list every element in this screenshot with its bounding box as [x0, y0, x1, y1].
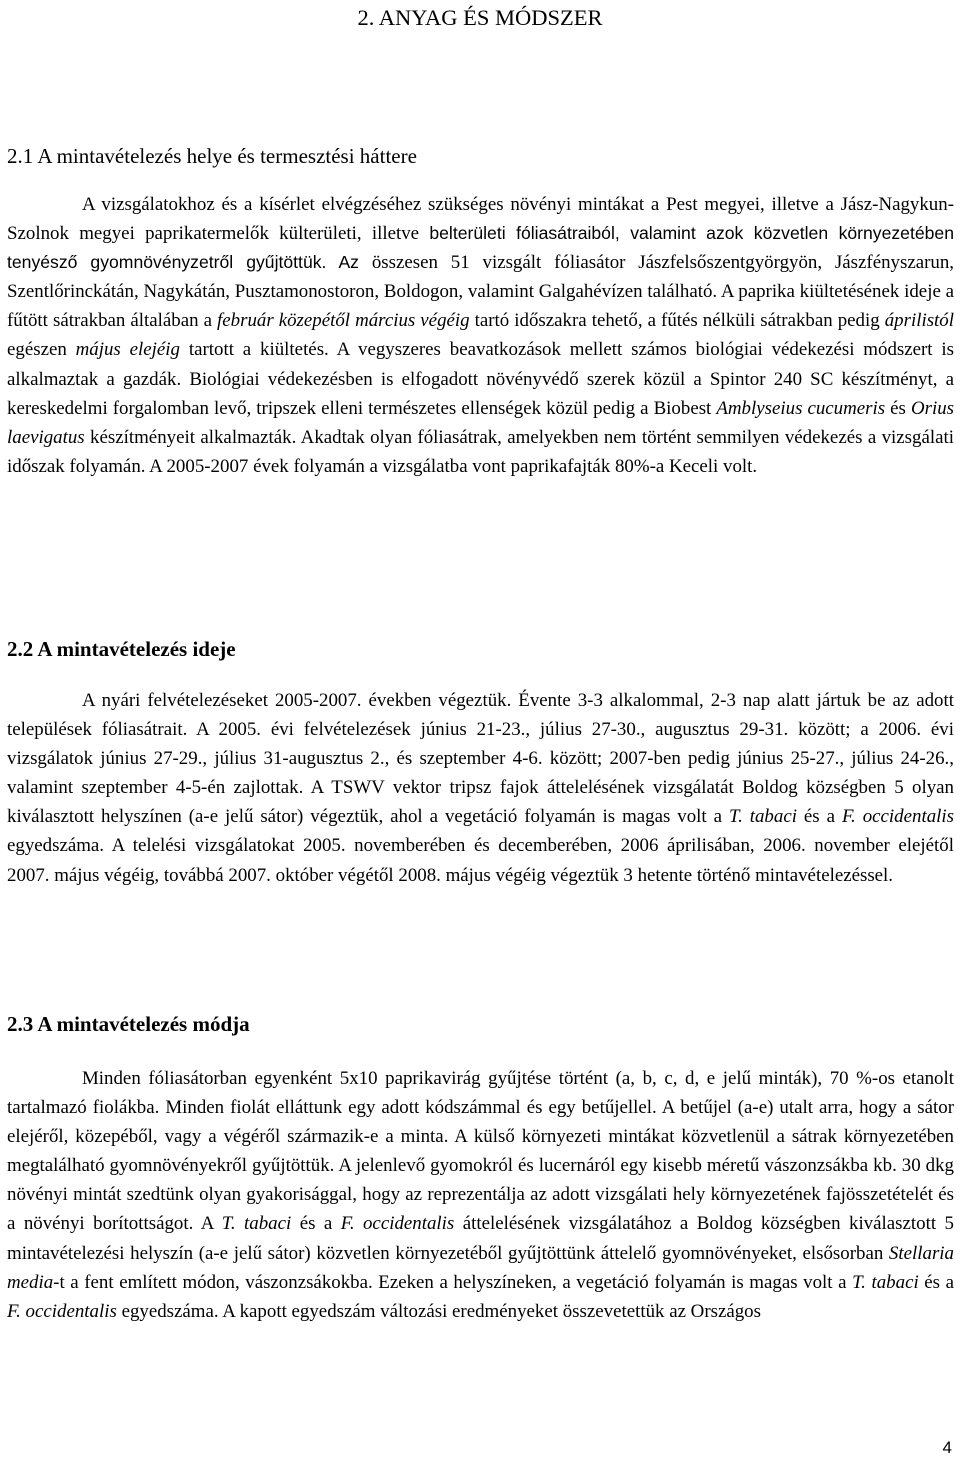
- section-heading-2-1: 2.1 A mintavételezés helye és termesztési háttere: [7, 144, 417, 168]
- text-run-sans: belterületi fóliasátraiból, valamint azok közvetlen környezetében tenyésző gyomnövényzetről gyűjtöttük. Az: [7, 223, 954, 273]
- text-run: összesen 51 vizsgált fóliasátor Jászfelsőszentgyörgyön, Jászfényszarun, Szentlőrinckátán, Nagykátán, Pusztamonostoron, Boldogon, valamint Galgahévízen található. A paprika kiültetésének ideje a fűtött sátrakban általában a: [7, 252, 954, 332]
- chapter-title: 2. ANYAG ÉS MÓDSZER: [357, 5, 603, 30]
- page-number: 4: [942, 1438, 952, 1457]
- text-run: A nyári felvételezéseket 2005-2007. években végeztük. Évente 3-3 alkalommal, 2-3 nap alatt jártuk be az adott települések fóliasátrait. A 2005. évi felvételezések június 21-23., július 27-30., augusztus 29-31. között; a 2006. évi vizsgálatok június 27-29., július 31-augusztus 2., és szeptember 4-6. között; 2007-ben pedig június 25-27., július 24-26., valamint szeptember 4-5-én zajlottak. A TSWV vektor tripsz fajok áttelelésének vizsgálatát Boldog községben 5 olyan kiválasztott helyszínen (a-e jelű sátor) végeztük, ahol a vegetáció folyamán is magas volt a: [7, 690, 954, 828]
- italic-term: május elejéig: [75, 339, 180, 361]
- text-run: áttelelésének vizsgálatához a Boldog községben kiválasztott 5 mintavételezési helyszín (a-e jelű sátor) közvetlen környezetéből gyűjtöttünk áttelelő gyomnövényeket, elsősorban: [7, 1213, 954, 1264]
- paragraph-sampling-method: [7, 1064, 954, 1326]
- species-name: F. occidentalis: [841, 806, 954, 828]
- species-name: Amblyseius cucumeris: [716, 397, 886, 419]
- species-name: Orius laevigatus: [7, 397, 955, 448]
- italic-term: február közepétől március végéig: [217, 310, 470, 332]
- text-run: és a: [796, 806, 842, 828]
- paragraph-sampling-time: [7, 686, 954, 890]
- text-run: egyedszáma. A telelési vizsgálatokat 2005. novemberében és decemberében, 2006 áprilisában, 2006. november elejétől 2007. május végéig, továbbá 2007. október végétől 2008. május végéig végeztük 3 hetente történő mintavételezéssel.: [7, 835, 954, 886]
- species-name: T. tabaci: [221, 1213, 292, 1235]
- section-heading-2-2: 2.2 A mintavételezés ideje: [7, 637, 236, 661]
- text-run: -t a fent említett módon, vászonzsákokba. Ezeken a helyszíneken, a vegetáció folyamán is magas volt a: [53, 1271, 853, 1293]
- species-name: F. occidentalis: [340, 1213, 455, 1235]
- paragraph-sampling-location: [7, 190, 954, 481]
- text-run: tartó időszakra tehető, a fűtés nélküli sátrakban pedig: [469, 310, 885, 332]
- text-run: egészen: [7, 339, 76, 361]
- text-run: A vizsgálatokhoz és a kísérlet elvégzéséhez szükséges növényi mintákat a Pest megyei, illetve a Jász-Nagykun-Szolnok megyei paprikatermelők külterületi, illetve: [7, 194, 954, 245]
- text-run: és a: [291, 1213, 341, 1235]
- text-run: készítményeit alkalmazták. Akadtak olyan fóliasátrak, amelyekben nem történt semmilyen védekezés a vizsgálati időszak folyamán. A 2005-2007 évek folyamán a vizsgálatba vont paprikafajták 80%-a Keceli volt.: [7, 426, 954, 477]
- italic-term: áprilistól: [884, 310, 954, 332]
- text-run: Minden fóliasátorban egyenként 5x10 paprikavirág gyűjtése történt (a, b, c, d, e jelű minták), 70 %-os etanolt tartalmazó fiolákba. Minden fiolát elláttunk egy adott kódszámmal és egy betűjellel. A betűjel (a-e) utalt arra, hogy a sátor elejéről, közepéből, vagy a végéről származik-e a minta. A külső környezeti mintákat közvetlenül a sátrak környezetében megtalálható gyomnövényekről gyűjtöttük. A jelenlevő gyomokról és lucernáról egy kisebb méretű vászonzsákba kb. 30 dkg növényi mintát szedtünk olyan gyakorisággal, hogy az reprezentálja az adott vizsgálati hely környezetének fajösszetételét és a növényi borítottságot. A: [7, 1068, 954, 1235]
- text-run: és a: [918, 1271, 954, 1293]
- text-run: és: [885, 397, 911, 419]
- species-name: F. occidentalis: [7, 1300, 117, 1322]
- section-heading-2-3: 2.3 A mintavételezés módja: [7, 1012, 250, 1036]
- text-run: tartott a kiültetés. A vegyszeres beavatkozások mellett számos biológiai védekezési módszert is alkalmaztak a gazdák. Biológiai védekezésben is elfogadott növényvédő szerek közül a Spintor 240 SC készítményt, a kereskedelmi forgalomban levő, tripszek elleni természetes ellenségek közül pedig a Biobest: [7, 339, 954, 419]
- species-name: Stellaria media: [7, 1242, 954, 1293]
- text-run: egyedszáma. A kapott egyedszám változási eredményeket összevetettük az Országos: [116, 1300, 761, 1322]
- species-name: T. tabaci: [852, 1271, 919, 1293]
- species-name: T. tabaci: [728, 806, 797, 828]
